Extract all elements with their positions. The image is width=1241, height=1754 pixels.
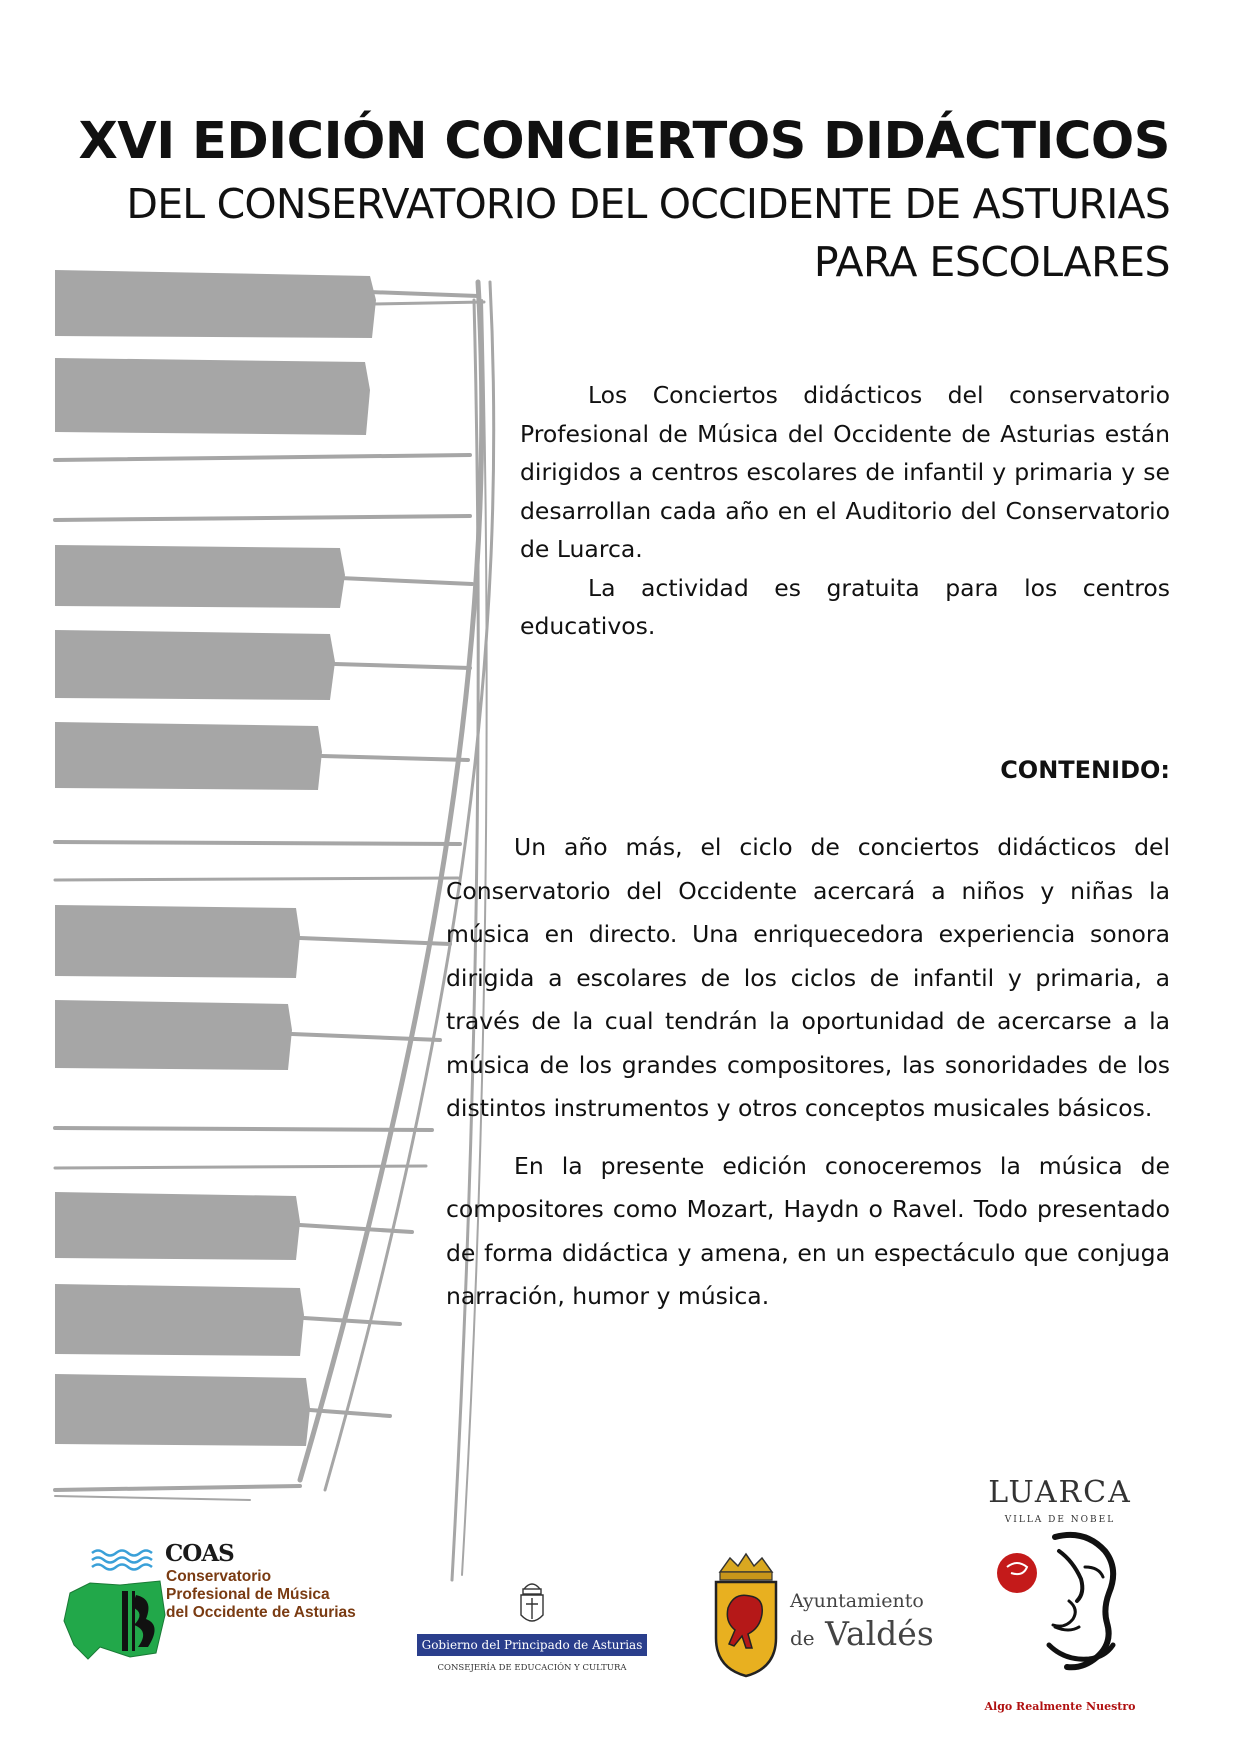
coas-full-name: Conservatorio Profesional de Música del Occidente de Asturias [166,1568,356,1621]
luarca-subtitle: VILLA DE NOBEL [1004,1515,1116,1525]
valdes-ayuntamiento-label: Ayuntamiento [790,1590,924,1612]
piano-keys-illustration [0,0,520,1620]
consejeria-name: CONSEJERÍA DE EDUCACIÓN Y CULTURA [437,1663,627,1673]
content-heading: CONTENIDO: [1000,756,1170,784]
asturias-coat-of-arms-icon [512,1579,552,1631]
coas-abbreviation: COAS [165,1540,234,1567]
valdes-name: de Valdés [790,1614,934,1653]
content-paragraph-composers: En la presente edición conoceremos la música de compositores como Mozart, Haydn o Ravel. Todo presentado de forma didáctica y amena, en un espectáculo que conjuga narración, humor y música. [446,1151,1170,1310]
content-section [446,826,1170,1319]
valdes-shield-icon [710,1550,782,1680]
intro-paragraph: Los Conciertos didácticos del conservatorio Profesional de Música del Occidente de Asturias están dirigidos a centros escolares de infantil y primaria y se desarrollan cada año en el Auditorio del Conservatorio de Luarca. [520,381,1170,563]
page-subtitle-audience: PARA ESCOLARES [813,238,1170,286]
intro-paragraph-free: La actividad es gratuita para los centros educativos. [520,573,1170,640]
asturias-map-icon [60,1535,170,1675]
ayuntamiento-valdes-logo [710,1550,950,1680]
gobierno-name-band: Gobierno del Principado de Asturias [417,1634,647,1656]
page-title: XVI EDICIÓN CONCIERTOS DIDÁCTICOS [78,112,1170,171]
intro-section [520,376,1170,646]
portrait-sketch-icon [985,1527,1135,1702]
content-paragraph: Un año más, el ciclo de conciertos didácticos del Conservatorio del Occidente acercará a niños y niñas la música en directo. Una enriquecedora experiencia sonora dirigida a escolares de los ciclos de infantil y primaria, a través de la cual tendrán la oportunidad de acercarse a la música de los grandes compositores, las sonoridades de los distintos instrumentos y otros conceptos musicales básicos. [446,833,1170,1122]
luarca-name: LUARCA [988,1475,1132,1510]
luarca-logo [985,1475,1135,1715]
gobierno-asturias-logo [412,1577,652,1677]
coas-logo [60,1535,380,1675]
luarca-tagline: Algo Realmente Nuestro [984,1700,1136,1713]
page-subtitle: DEL CONSERVATORIO DEL OCCIDENTE DE ASTURIAS [126,180,1170,228]
